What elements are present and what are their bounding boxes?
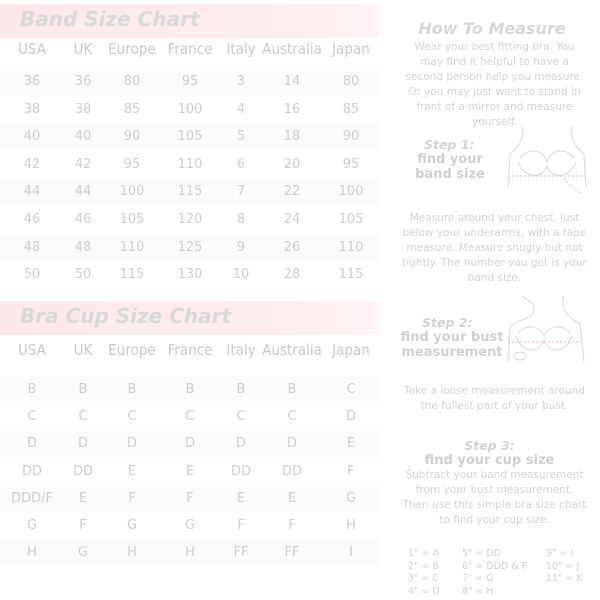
table-cell: D [126, 436, 138, 452]
table-cell: 40 [74, 129, 92, 145]
table-cell: 100 [338, 184, 364, 200]
table-cell: E [185, 463, 195, 479]
table-cell: I [349, 545, 353, 561]
table-cell: 105 [177, 129, 203, 145]
table-cell: B [287, 382, 297, 397]
table-cell: B [27, 382, 37, 397]
table-cell: D [77, 436, 89, 452]
table-cell: H [346, 518, 356, 533]
table-cell: DDD/F [11, 490, 53, 506]
table-cell: FF [233, 545, 249, 561]
table-cell: D [235, 436, 247, 452]
table-cell: 85 [123, 101, 141, 117]
table-cell: 115 [119, 267, 145, 283]
table-cell: 28 [283, 267, 301, 283]
table-cell: 46 [74, 212, 92, 227]
cup-conversion-col3: 9" = I 10" = J 11" = K [546, 548, 583, 585]
step3-text: Subtract your band measurement from your bust measurement. Then use this simple bra size chart to find your cup size. [402, 469, 587, 526]
table-cell: 4 [236, 101, 246, 117]
column-header: Australia [262, 40, 322, 58]
table-cell: 110 [177, 156, 203, 172]
table-cell: F [347, 463, 355, 479]
cup-chart-title: Bra Cup Size Chart [20, 304, 232, 328]
table-cell: C [78, 409, 88, 425]
table-cell: 40 [23, 129, 41, 145]
column-header: Italy [226, 40, 256, 58]
table-cell: 90 [123, 129, 141, 145]
table-cell: D [345, 409, 357, 425]
step2-text: Take a loose measurement around the fullest part of your bust. [404, 385, 585, 412]
table-cell: 42 [74, 156, 92, 172]
step2-heading: find your bust measurement [400, 330, 504, 360]
table-cell: H [185, 545, 195, 561]
table-cell: 38 [74, 101, 92, 117]
table-cell: G [77, 545, 89, 561]
column-header: USA [18, 341, 46, 359]
table-cell: F [128, 490, 136, 506]
table-cell: 105 [338, 212, 364, 227]
table-cell: C [27, 409, 37, 425]
step3-label: Step 3: [464, 438, 515, 453]
column-header: Australia [262, 341, 322, 359]
table-cell: 120 [177, 212, 203, 227]
table-cell: G [26, 518, 38, 533]
table-cell: H [127, 545, 137, 561]
table-cell: 100 [119, 184, 145, 200]
table-cell: DD [21, 463, 43, 479]
column-header: Japan [332, 40, 370, 58]
table-cell: E [127, 463, 137, 479]
table-cell: G [345, 490, 357, 506]
table-cell: B [78, 382, 88, 397]
how-to-measure-title: How To Measure [418, 19, 566, 38]
table-cell: 22 [283, 184, 301, 200]
intro-text: Wear your best fitting bra. You may find it helpful to have a second person help you measure. Or you may just want to stand in front of a mirror and measure yourself. [405, 41, 584, 128]
table-cell: 105 [119, 212, 145, 227]
table-cell: 44 [74, 184, 92, 200]
table-cell: DD [72, 463, 94, 479]
table-cell: C [287, 409, 297, 425]
table-cell: 110 [119, 239, 145, 255]
table-cell: 36 [74, 74, 92, 89]
table-cell: F [186, 490, 194, 506]
column-header: USA [18, 40, 46, 58]
table-cell: E [287, 490, 297, 506]
column-header: UK [73, 341, 93, 359]
table-cell: F [79, 518, 87, 533]
table-cell: F [288, 518, 296, 533]
column-header: Italy [226, 341, 256, 359]
table-cell: 5 [236, 129, 246, 145]
table-cell: 50 [74, 267, 92, 283]
table-cell: 130 [177, 267, 203, 283]
table-cell: 9 [236, 239, 246, 255]
table-cell: 24 [283, 212, 301, 227]
cup-conversion-col2: 5" = DD 6" = DDD & F 7" = G 8" = H [462, 548, 528, 597]
table-cell: 110 [338, 239, 364, 255]
table-cell: 115 [177, 184, 203, 200]
table-cell: 42 [23, 156, 41, 172]
table-cell: C [236, 409, 246, 425]
table-cell: G [126, 518, 138, 533]
table-cell: 46 [23, 212, 41, 227]
table-cell: 115 [338, 267, 364, 283]
table-cell: 7 [236, 184, 246, 200]
table-cell: C [127, 409, 137, 425]
table-cell: 38 [23, 101, 41, 117]
band-chart-banner [0, 4, 380, 38]
table-cell: 16 [283, 101, 301, 117]
band-measure-illustration [502, 118, 592, 198]
table-cell: 3 [236, 74, 246, 89]
column-header: UK [73, 40, 93, 58]
table-cell: 50 [23, 267, 41, 283]
table-cell: E [78, 490, 88, 506]
table-cell: F [237, 518, 245, 533]
table-cell: H [27, 545, 37, 561]
table-cell: 125 [177, 239, 203, 255]
column-header: Japan [332, 341, 370, 359]
table-cell: B [185, 382, 195, 397]
table-cell: D [26, 436, 38, 452]
step1-label: Step 1: [424, 137, 475, 152]
table-cell: D [184, 436, 196, 452]
table-cell: 36 [23, 74, 41, 89]
table-cell: 95 [181, 74, 199, 89]
column-header: France [167, 40, 213, 58]
table-cell: B [127, 382, 137, 397]
table-cell: DD [230, 463, 252, 479]
table-cell: 85 [342, 101, 360, 117]
table-cell: DD [281, 463, 303, 479]
table-cell: C [346, 382, 356, 397]
table-cell: 90 [342, 129, 360, 145]
column-header: Europe [108, 341, 156, 359]
table-cell: 48 [23, 239, 41, 255]
table-cell: FF [284, 545, 300, 561]
table-cell: 10 [232, 267, 250, 283]
table-cell: 48 [74, 239, 92, 255]
table-cell: 18 [283, 129, 301, 145]
band-chart-title: Band Size Chart [20, 7, 200, 31]
column-header: France [167, 341, 213, 359]
step1-text: Measure around your chest, just below your underarms, with a tape measure. Measure snugly but not tightly. The number you get is your band size. [402, 212, 587, 284]
step3-heading: find your cup size [424, 453, 555, 468]
bust-measure-illustration [504, 290, 592, 370]
column-header: Europe [108, 40, 156, 58]
table-cell: E [236, 490, 246, 506]
table-cell: 8 [236, 212, 246, 227]
table-cell: 26 [283, 239, 301, 255]
table-cell: 20 [283, 156, 301, 172]
table-cell: 80 [123, 74, 141, 89]
table-cell: 100 [177, 101, 203, 117]
table-cell: 6 [236, 156, 246, 172]
table-cell: B [236, 382, 246, 397]
how-to-measure-panel [392, 0, 600, 600]
table-cell: D [286, 436, 298, 452]
table-cell: G [184, 518, 196, 533]
table-cell: 95 [342, 156, 360, 172]
table-cell: E [346, 436, 356, 452]
table-cell: 14 [283, 74, 301, 89]
step2-label: Step 2: [422, 315, 473, 330]
table-cell: C [185, 409, 195, 425]
cup-conversion-col1: 1" = A 2" = B 3" = C 4" = D [408, 548, 440, 597]
table-cell: 95 [123, 156, 141, 172]
step1-heading: find your band size [415, 152, 485, 182]
table-cell: 80 [342, 74, 360, 89]
cup-chart-banner [0, 301, 380, 335]
table-cell: 44 [23, 184, 41, 200]
